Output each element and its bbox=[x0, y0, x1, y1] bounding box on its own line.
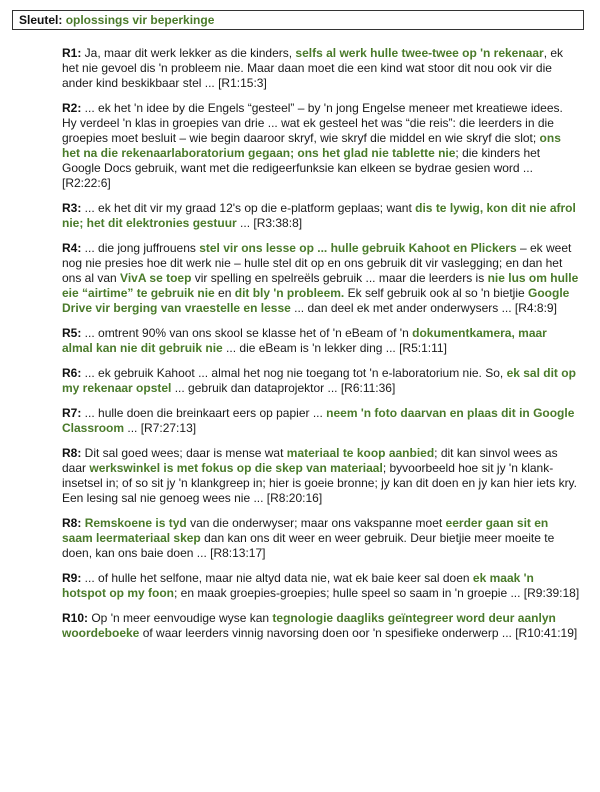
quote-entry bbox=[62, 101, 580, 191]
quote-entry bbox=[62, 326, 580, 356]
highlighted-solution: selfs al werk hulle twee-twee op 'n rekenaar bbox=[295, 46, 544, 60]
highlighted-solution: dis te lywig, kon dit nie afrol nie; het dit elektronies gestuur bbox=[62, 201, 576, 230]
highlighted-solution: eerder gaan sit en saam leermateriaal skep bbox=[62, 516, 549, 545]
quote-text: ... [R3:38:8] bbox=[236, 216, 303, 230]
quote-text: Ja, maar dit werk lekker as die kinders, bbox=[81, 46, 296, 60]
highlighted-solution: dit bly 'n probleem. bbox=[234, 286, 345, 300]
respondent-code: R4: bbox=[62, 241, 82, 255]
quote-text: dan kan ons dit weer en weer gebruik. Deur bietjie meer moeite te doen, kan ons baie doen ... [R8:13:17] bbox=[62, 531, 555, 560]
respondent-code: R5: bbox=[62, 326, 82, 340]
respondent-code: R2: bbox=[62, 101, 82, 115]
key-label: Sleutel: bbox=[19, 13, 63, 27]
highlighted-solution: nie lus om hulle eie “airtime” te gebruik nie bbox=[62, 271, 579, 300]
quote-text: – ek weet nog nie presies hoe dit werk nie – hulle stel dit op en ons gebruik dit vir vaslegging; en dan het ons al van bbox=[62, 241, 572, 285]
highlighted-solution: dokumentkamera, maar almal kan nie dit gebruik nie bbox=[62, 326, 547, 355]
quote-text: en bbox=[214, 286, 235, 300]
highlighted-solution: ons het na die rekenaarlaboratorium gegaan; ons het glad nie tablette nie bbox=[62, 131, 561, 160]
quote-entry bbox=[62, 516, 580, 561]
respondent-code: R3: bbox=[62, 201, 82, 215]
highlighted-solution: werkswinkel is met fokus op die skep van materiaal bbox=[89, 461, 383, 475]
highlighted-solution: ek sal dit op my rekenaar opstel bbox=[62, 366, 576, 395]
respondent-code: R8: bbox=[62, 516, 82, 530]
key-title: oplossings vir beperkinge bbox=[65, 13, 215, 27]
quote-entry bbox=[62, 46, 580, 91]
quote-text: ... ek gebruik Kahoot ... almal het nog nie toegang tot 'n e-laboratorium nie. So, bbox=[81, 366, 507, 380]
quote-text: Op 'n meer eenvoudige wyse kan bbox=[88, 611, 273, 625]
key-header bbox=[12, 10, 584, 30]
quote-text: ... gebruik dan dataprojektor ... [R6:11:36] bbox=[171, 381, 396, 395]
quote-text: ... die jong juffrouens bbox=[81, 241, 200, 255]
quote-text: ... die eBeam is 'n lekker ding ... [R5:1:11] bbox=[222, 341, 447, 355]
respondent-code: R1: bbox=[62, 46, 82, 60]
quote-text: ; byvoorbeeld hoe sit jy 'n klank-insetsel in; of so sit jy 'n klankgreep in; hier is goeie bronne; jy kan dit doen en jy kan hier iets kry. Een lesing sal nie genoeg wees nie ... [R8:20:16] bbox=[62, 461, 578, 505]
quote-text: Dit sal goed wees; daar is mense wat bbox=[81, 446, 287, 460]
respondent-code: R10: bbox=[62, 611, 89, 625]
quote-entry bbox=[62, 571, 580, 601]
quote-text: ... [R7:27:13] bbox=[124, 421, 197, 435]
quote-entry bbox=[62, 241, 580, 316]
quote-entry bbox=[62, 366, 580, 396]
respondent-code: R6: bbox=[62, 366, 82, 380]
highlighted-solution: neem 'n foto daarvan en plaas dit in Google Classroom bbox=[62, 406, 575, 435]
quote-text: , ek het nie gevoel dis 'n probleem nie. Maar daan moet die een kind wat stoor dit nou ook vir die ander kind beskikbaar stel ... [R1:15:3] bbox=[62, 46, 564, 90]
quote-entry bbox=[62, 446, 580, 506]
quote-text: van die onderwyser; maar ons vakspanne moet bbox=[186, 516, 446, 530]
quote-entry bbox=[62, 611, 580, 641]
quote-text: ; dit kan sinvol wees as daar bbox=[62, 446, 558, 475]
highlighted-solution: tegnologie daagliks geïntegreer word deur aanlyn woordeboeke bbox=[62, 611, 556, 640]
respondent-code: R9: bbox=[62, 571, 82, 585]
highlighted-solution: Remskoene is tyd bbox=[84, 516, 187, 530]
quote-text: of waar leerders vinnig navorsing doen oor 'n spesifieke onderwerp ... [R10:41:19] bbox=[139, 626, 578, 640]
quote-entry bbox=[62, 201, 580, 231]
quote-text: ... ek het dit vir my graad 12's op die e-platform geplaas; want bbox=[81, 201, 416, 215]
highlighted-solution: materiaal te koop aanbied bbox=[286, 446, 435, 460]
highlighted-solution: VivA se toep bbox=[120, 271, 192, 285]
quote-list bbox=[62, 46, 580, 651]
highlighted-solution: ek maak 'n hotspot op my foon bbox=[62, 571, 534, 600]
quote-entry bbox=[62, 406, 580, 436]
highlighted-solution: Google Drive vir berging van vraestelle en lesse bbox=[62, 286, 570, 315]
highlighted-solution: stel vir ons lesse op ... hulle gebruik Kahoot en Plickers bbox=[199, 241, 517, 255]
quote-text: ... omtrent 90% van ons skool se klasse het of 'n eBeam of 'n bbox=[81, 326, 413, 340]
respondent-code: R7: bbox=[62, 406, 82, 420]
quote-text: ; en maak groepies-groepies; hulle speel so saam in 'n groepie ... [R9:39:18] bbox=[173, 586, 580, 600]
quote-text: ... of hulle het selfone, maar nie altyd data nie, wat ek baie keer sal doen bbox=[81, 571, 473, 585]
quote-text: vir spelling en spelreëls gebruik ... maar die leerders is bbox=[191, 271, 488, 285]
quote-text: ... hulle doen die breinkaart eers op papier ... bbox=[81, 406, 327, 420]
quote-text: Ek self gebruik ook al so 'n bietjie bbox=[344, 286, 528, 300]
respondent-code: R8: bbox=[62, 446, 82, 460]
quote-text: ... ek het 'n idee by die Engels “gesteel” – by 'n jong Engelse meneer met kreatiewe idees. Hy verdeel 'n klas in groepies van drie ... wat ek gesteel het was “die reis”: die leerders in die groepies moet besluit – wie begin daaroor skryf, wie skryf die middel en wie skryf die slot; bbox=[62, 101, 563, 145]
quote-text: ... dan deel ek met ander onderwysers ... [R4:8:9] bbox=[290, 301, 557, 315]
quote-text: ; die kinders het Google Docs gebruik, want met die redigeerfunksie kan elkeen se bydrae gesien word ... [R2:22:6] bbox=[62, 146, 541, 190]
